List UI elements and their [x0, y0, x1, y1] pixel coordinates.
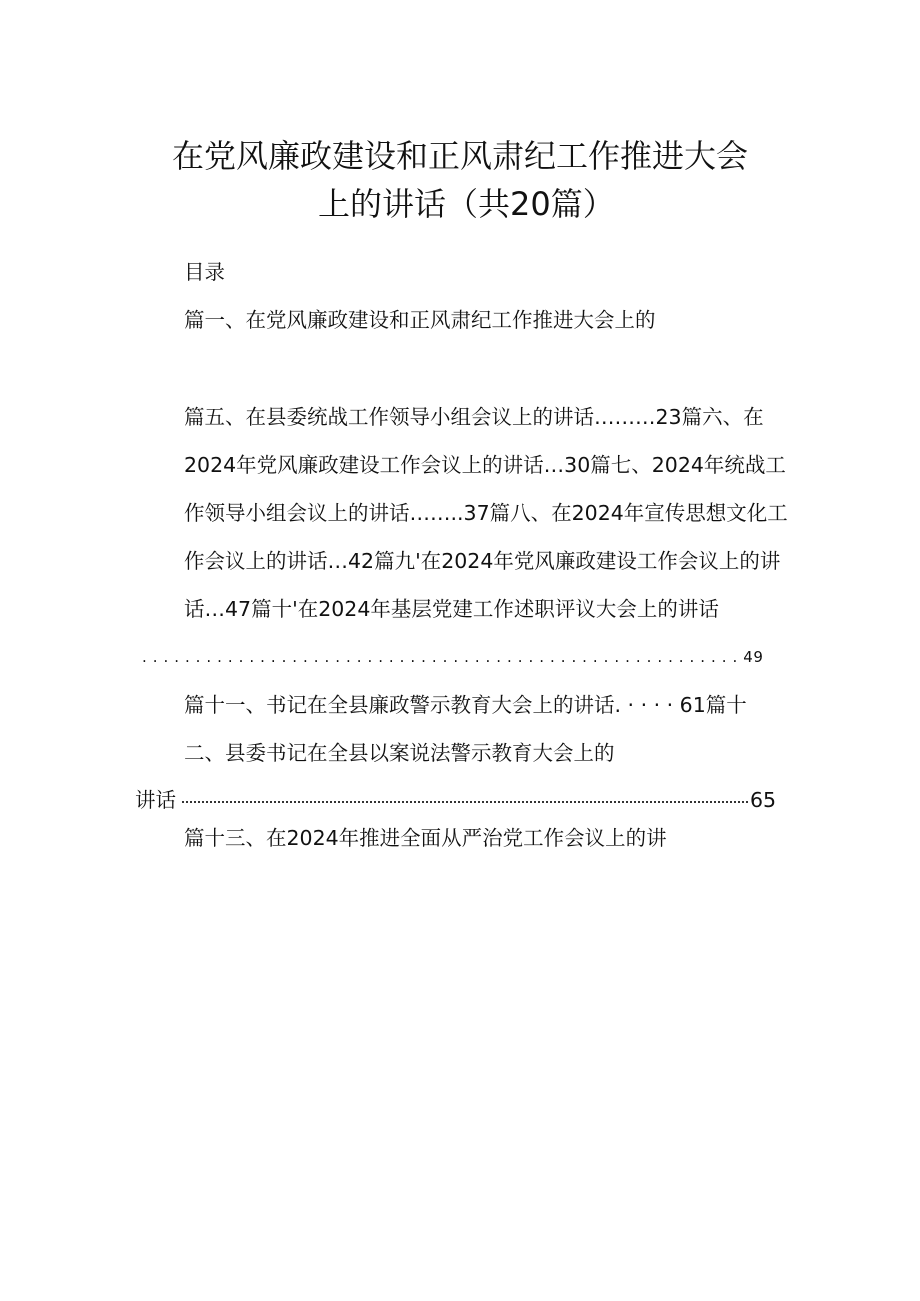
- toc-entry: 二、县委书记在全县以案说法警示教育大会上的: [184, 741, 615, 765]
- toc-leader-dots: [182, 795, 748, 803]
- toc-entry-label: 讲话: [135, 788, 176, 812]
- toc-heading: 目录: [184, 260, 225, 284]
- document-title-line-2: 上的讲话（共20篇）: [318, 185, 615, 223]
- toc-entry: 篇一、在党风廉政建设和正风肃纪工作推进大会上的: [184, 308, 656, 332]
- document-title-line-1: 在党风廉政建设和正风肃纪工作推进大会: [172, 137, 749, 175]
- toc-entry: 2024年党风廉政建设工作会议上的讲话…30篇七、2024年统战工: [184, 453, 786, 477]
- toc-entry: 篇十一、书记在全县廉政警示教育大会上的讲话. · · · · 61篇十: [184, 693, 747, 717]
- toc-entry: 篇五、在县委统战工作领导小组会议上的讲话………23篇六、在: [184, 405, 764, 429]
- toc-entry: 作领导小组会议上的讲话……..37篇八、在2024年宣传思想文化工: [184, 501, 788, 525]
- toc-entry: 篇十三、在2024年推进全面从严治党工作会议上的讲: [184, 826, 667, 850]
- toc-leader-dots: . . . . . . . . . . . . . . . . . . . . . . . . . . . . . . . . . . . . . . . . . . . . . . . . . . . . . . . . 49: [142, 648, 764, 666]
- toc-page-number: 65: [750, 788, 777, 812]
- toc-entry: 作会议上的讲话…42篇九'在2024年党风廉政建设工作会议上的讲: [184, 549, 781, 573]
- toc-entry: 话…47篇十'在2024年基层党建工作述职评议大会上的讲话: [184, 597, 719, 621]
